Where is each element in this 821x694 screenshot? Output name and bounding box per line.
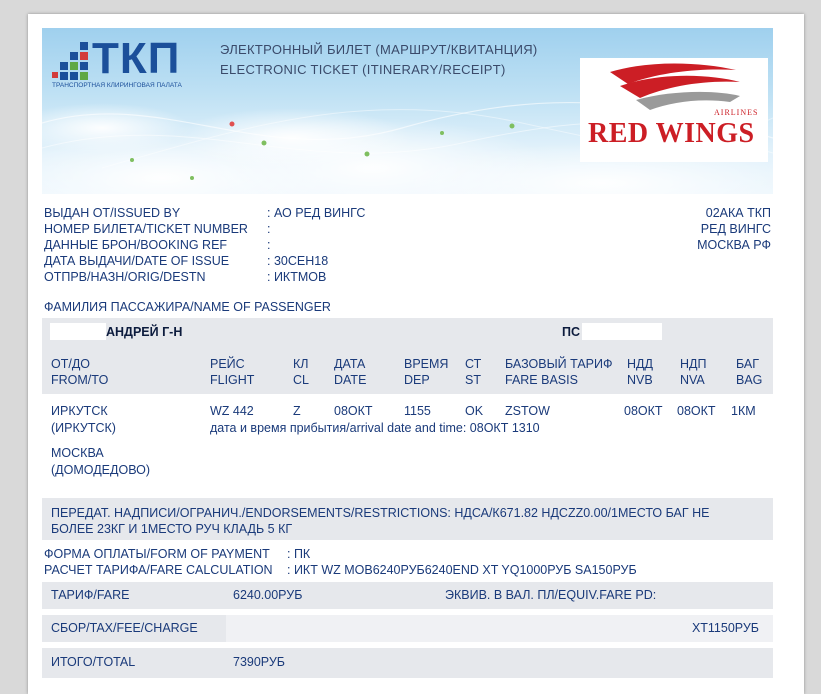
- segment-flight: WZ 442: [210, 404, 254, 418]
- col-nvb: НДД NVB: [627, 357, 653, 387]
- col-dep: ВРЕМЯ DEP: [404, 357, 449, 387]
- ticket-number-label: НОМЕР БИЛЕТА/TICKET NUMBER: [44, 222, 248, 236]
- date-of-issue-label: ДАТА ВЫДАЧИ/DATE OF ISSUE: [44, 254, 230, 268]
- booking-ref-label: ДАННЫЕ БРОН/BOOKING REF: [44, 238, 228, 252]
- red-wings-logo: [580, 58, 768, 162]
- ticket-title-en: ELECTRONIC TICKET (ITINERARY/RECEIPT): [220, 62, 506, 77]
- total-row: [42, 648, 773, 678]
- total-value: 7390РУБ: [233, 655, 286, 669]
- issued-by-label: ВЫДАН ОТ/ISSUED BY: [44, 206, 181, 220]
- endorsements-line2: БОЛЕЕ 23КГ И 1МЕСТО РУЧ КЛАДЬ 5 КГ: [51, 522, 293, 536]
- fare-calc-label: РАСЧЕТ ТАРИФА/FARE CALCULATION: [44, 563, 273, 577]
- fare-label: ТАРИФ/FARE: [51, 588, 130, 602]
- segment-nva: 08ОКТ: [677, 404, 716, 418]
- col-bag: БАГ BAG: [736, 357, 763, 387]
- segment-from-city: ИРКУТСК: [51, 404, 108, 418]
- orig-destn-label: ОТПРВ/НАЗН/ORIG/DESTN: [44, 270, 206, 284]
- agency-city: МОСКВА РФ: [697, 238, 771, 252]
- tkp-logo: [52, 34, 202, 92]
- orig-destn-value: : ИКТМОВ: [267, 270, 327, 284]
- col-from-to: ОТ/ДО FROM/TO: [51, 357, 109, 387]
- tax-value: XT1150РУБ: [691, 621, 759, 635]
- col-date: ДАТА DATE: [334, 357, 367, 387]
- endorsements-line1: ПЕРЕДАТ. НАДПИСИ/ОГРАНИЧ./ENDORSEMENTS/RESTRICTIONS: НДСА/К671.82 НДСZZ0.00/1МЕСТО БАГ НЕ: [51, 506, 710, 520]
- flight-table-header: [42, 346, 773, 394]
- redacted-ticket-number: [276, 224, 426, 237]
- segment-to-city: МОСКВА: [51, 446, 104, 460]
- agency-code: 02АКА ТКП: [705, 206, 771, 220]
- redacted-passport: [582, 323, 662, 340]
- col-class: КЛ CL: [293, 357, 309, 387]
- tkp-logo-text: ТКП: [92, 34, 181, 83]
- segment-nvb: 08ОКТ: [624, 404, 663, 418]
- segment-dep: 1155: [404, 404, 431, 418]
- passport-label: ПС: [562, 325, 581, 339]
- issued-by-value: : АО РЕД ВИНГС: [267, 206, 366, 220]
- booking-ref-value: :: [267, 238, 271, 252]
- fare-row: [42, 582, 773, 609]
- segment-fare-basis: ZSTOW: [505, 404, 550, 418]
- segment-class: Z: [293, 404, 301, 418]
- ticket-title-ru: ЭЛЕКТРОННЫЙ БИЛЕТ (МАРШРУТ/КВИТАНЦИЯ): [220, 42, 538, 57]
- col-fare-basis: БАЗОВЫЙ ТАРИФ FARE BASIS: [505, 357, 613, 387]
- col-flight: РЕЙС FLIGHT: [210, 357, 255, 387]
- segment-bag: 1КМ: [731, 404, 756, 418]
- red-wings-name-text: RED WINGS: [588, 118, 755, 149]
- redacted-surname: [50, 323, 106, 340]
- tkp-logo-squares-icon: [52, 42, 92, 82]
- agency-name: РЕД ВИНГС: [700, 222, 771, 236]
- col-nva: НДП NVA: [680, 357, 707, 387]
- fare-calc-value: : ИКТ WZ МОВ6240РУБ6240END XT YQ1000РУБ SA150РУБ: [287, 563, 637, 577]
- date-of-issue-value: : 30СЕН18: [267, 254, 329, 268]
- segment-date: 08ОКТ: [334, 404, 373, 418]
- payment-form-label: ФОРМА ОПЛАТЫ/FORM OF PAYMENT: [44, 547, 270, 561]
- passenger-name: АНДРЕЙ Г-Н: [106, 325, 183, 339]
- fare-value: 6240.00РУБ: [233, 588, 303, 602]
- segment-status: OK: [465, 404, 484, 418]
- segment-from-airport: (ИРКУТСК): [51, 421, 116, 435]
- equiv-fare-label: ЭКВИВ. В ВАЛ. ПЛ/EQUIV.FARE PD:: [445, 588, 657, 602]
- ticket-number-value: :: [267, 222, 271, 236]
- total-label: ИТОГО/TOTAL: [51, 655, 136, 669]
- ticket-page: [28, 14, 804, 694]
- passenger-row: [42, 318, 773, 346]
- ticket-banner: [42, 28, 773, 194]
- payment-form-value: : ПК: [287, 547, 311, 561]
- redacted-booking-ref: [276, 240, 426, 253]
- col-status: СТ ST: [465, 357, 482, 387]
- tkp-logo-subtitle: ТРАНСПОРТНАЯ КЛИРИНГОВАЯ ПАЛАТА: [52, 82, 182, 89]
- segment-arrival: дата и время прибытия/arrival date and time: 08ОКТ 1310: [210, 421, 540, 435]
- segment-to-airport: (ДОМОДЕДОВО): [51, 463, 151, 477]
- tax-row: [42, 615, 773, 642]
- red-wings-airlines-text: AIRLINES: [714, 108, 759, 117]
- tax-label: СБОР/TAX/FEE/CHARGE: [51, 621, 198, 635]
- endorsements-box: [42, 498, 773, 540]
- passenger-label: ФАМИЛИЯ ПАССАЖИРА/NAME OF PASSENGER: [44, 300, 331, 314]
